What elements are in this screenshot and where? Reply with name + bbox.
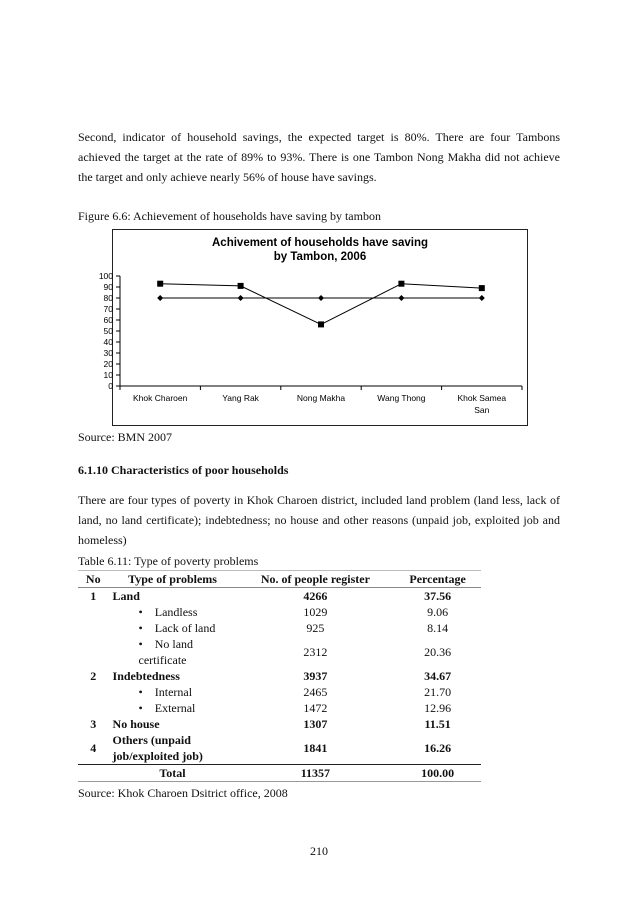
y-tick-label: 100 (98, 271, 113, 281)
table-row (78, 684, 481, 700)
total-row (78, 765, 481, 782)
figure-caption: Figure 6.6: Achievement of households have saving by tambon (78, 209, 381, 223)
cell-no: 3 (90, 717, 97, 731)
cell-pct: 21.70 (424, 685, 452, 699)
cell-count: 2465 (303, 685, 328, 699)
y-tick-label: 40 (103, 337, 113, 347)
data-point-diamond (398, 295, 404, 301)
y-tick-label: 20 (103, 359, 113, 369)
total-cell: 100.00 (394, 765, 481, 782)
table-source: Source: Khok Charoen Dsitrict office, 2008 (78, 786, 288, 800)
cell-text: Internal (154, 685, 193, 699)
cell-type (109, 700, 237, 716)
table-row (78, 588, 481, 605)
cell-type: Others (unpaid job/exploited job) (112, 733, 203, 763)
column-header: Type of problems (109, 571, 237, 588)
y-tick-label: 30 (103, 348, 113, 358)
x-tick-label-line: Khok Samea (457, 393, 507, 403)
total-cell (78, 765, 109, 782)
x-tick-label (457, 393, 506, 415)
cell-pct: 12.96 (424, 701, 452, 715)
table-row (78, 636, 481, 668)
cell-text: Lack of land (154, 621, 216, 635)
section-heading: 6.1.10 Characteristics of poor households (78, 463, 289, 477)
y-tick-label: 10 (103, 370, 113, 380)
data-point-diamond (479, 295, 485, 301)
total-cell: 11357 (237, 765, 395, 782)
bullet-icon: • (138, 701, 155, 715)
cell-no: 1 (90, 589, 97, 603)
cell-text: External (154, 701, 196, 715)
bullet-icon: • (138, 685, 155, 699)
cell-pct: 16.26 (424, 741, 452, 755)
line-chart (98, 229, 528, 426)
bullet-icon: • (138, 621, 155, 635)
cell-no: 2 (90, 669, 97, 683)
cell-pct: 11.51 (424, 717, 451, 731)
cell-pct: 20.36 (424, 645, 452, 659)
table-row (78, 716, 481, 732)
cell-text: Landless (154, 605, 198, 619)
cell-pct: 8.14 (427, 621, 449, 635)
data-point-diamond (157, 295, 163, 301)
cell-no (78, 620, 109, 636)
table-row (78, 732, 481, 765)
poverty-paragraph: There are four types of poverty in Khok Charoen district, included land problem (land less, lack of land, no land certificate); indebtedness; no house and other reasons (unpaid job, exploited job and homeless) (78, 493, 560, 547)
cell-count: 2312 (303, 645, 328, 659)
cell-no (78, 636, 109, 668)
data-point-square (157, 281, 163, 287)
table-row (78, 668, 481, 684)
y-tick-label: 70 (103, 304, 113, 314)
cell-no (78, 700, 109, 716)
cell-count: 1307 (303, 717, 328, 731)
y-tick-label: 50 (103, 326, 113, 336)
cell-type (109, 684, 237, 700)
series-line-achieved (160, 284, 482, 325)
cell-text: No land certificate (138, 637, 194, 667)
savings-paragraph: Second, indicator of household savings, the expected target is 80%. There are four Tambons achieved the target at the rate of 89% to 93%. There is one Tambon Nong Makha did not achieve the target and only achieve nearly 56% of house have savings. (78, 130, 560, 184)
cell-pct: 34.67 (424, 669, 452, 683)
cell-pct: 9.06 (427, 605, 449, 619)
table-row (78, 604, 481, 620)
cell-count: 1029 (303, 605, 328, 619)
cell-count: 1472 (303, 701, 328, 715)
total-cell: Total (109, 765, 237, 782)
data-point-square (238, 283, 244, 289)
cell-count: 925 (306, 621, 325, 635)
cell-type (109, 604, 237, 620)
page-number: 210 (310, 844, 328, 858)
data-point-square (479, 285, 485, 291)
cell-pct: 37.56 (424, 589, 452, 603)
poverty-table (78, 570, 481, 782)
y-tick-label: 90 (103, 282, 113, 292)
x-tick-label: Wang Thong (377, 393, 426, 403)
y-tick-label: 0 (108, 381, 113, 391)
cell-count: 3937 (303, 669, 328, 683)
cell-type: Indebtedness (112, 669, 180, 683)
data-point-diamond (318, 295, 324, 301)
column-header: No. of people register (237, 571, 395, 588)
data-point-diamond (238, 295, 244, 301)
data-point-square (398, 281, 404, 287)
column-header: No (78, 571, 109, 588)
cell-type (109, 620, 237, 636)
cell-no (78, 604, 109, 620)
x-tick-label: Yang Rak (222, 393, 259, 403)
cell-count: 4266 (303, 589, 328, 603)
column-header: Percentage (394, 571, 481, 588)
bullet-icon: • (138, 605, 155, 619)
data-point-square (318, 321, 324, 327)
cell-count: 1841 (303, 741, 328, 755)
x-tick-label: Khok Charoen (133, 393, 188, 403)
y-tick-label: 60 (103, 315, 113, 325)
cell-type: No house (112, 717, 160, 731)
x-tick-label: Nong Makha (296, 393, 346, 403)
cell-type (109, 636, 237, 668)
table-row (78, 700, 481, 716)
chart-title: Achivement of households have saving (212, 237, 428, 249)
cell-no: 4 (90, 741, 97, 755)
cell-type: Land (112, 589, 140, 603)
figure-source: Source: BMN 2007 (78, 430, 172, 444)
chart-title: by Tambon, 2006 (273, 251, 367, 263)
table-caption: Table 6.11: Type of poverty problems (78, 554, 259, 568)
x-tick-label-line: San (474, 405, 490, 415)
y-tick-label: 80 (103, 293, 113, 303)
bullet-icon: • (138, 637, 155, 651)
table-row (78, 620, 481, 636)
cell-no (78, 684, 109, 700)
